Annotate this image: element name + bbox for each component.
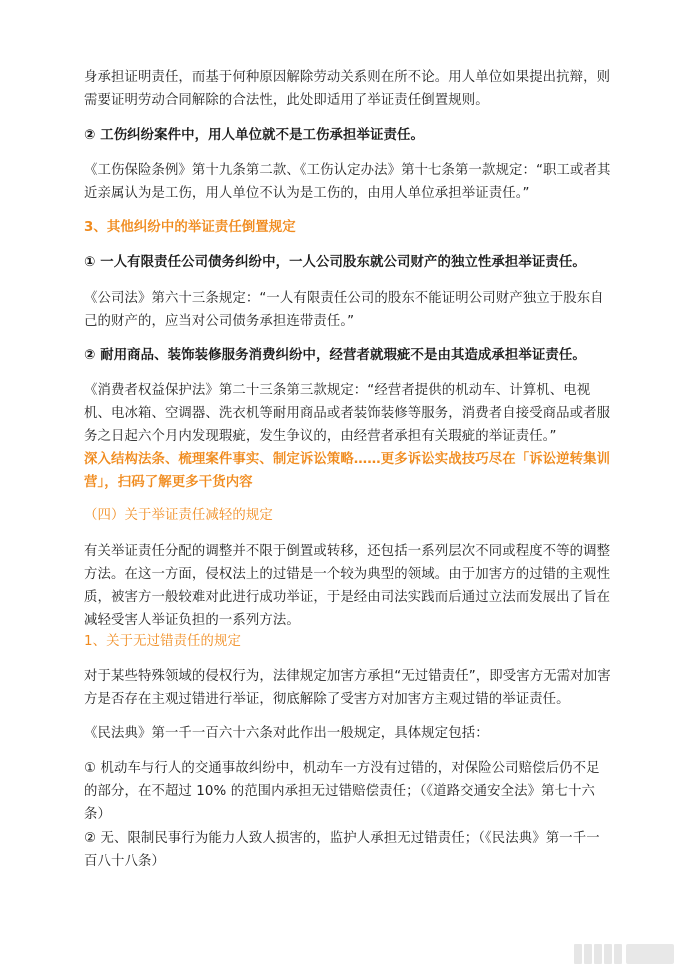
paragraph-labor-burden: 身承担证明责任，而基于何种原因解除劳动关系则在所不论。用人单位如果提出抗辩，则需要证明劳动合同解除的合法性，此处即适用了举证责任倒置规则。	[84, 70, 611, 108]
paragraph-civil-code-general: 《民法典》第一千一百六十六条对此作出一般规定，具体规定包括：	[84, 726, 489, 741]
paragraph-no-fault-liability: 对于某些特殊领域的侵权行为，法律规定加害方承担“无过错责任”，即受害方无需对加害方是否存在主观过错进行举证，彻底解除了受害方对加害方主观过错的举证责任。	[84, 669, 611, 707]
watermark	[572, 944, 674, 964]
section-heading-no-fault: 1、关于无过错责任的规定	[84, 634, 242, 649]
watermark-bar	[584, 944, 592, 964]
watermark-bar	[614, 944, 622, 964]
paragraph-work-injury-law: 《工伤保险条例》第十九条第二款、《工伤认定办法》第十七条第一款规定：“职工或者其近亲属认为是工伤，用人单位不认为是工伤的，由用人单位承担举证责任。”	[84, 163, 611, 201]
item-motor-vehicle-accident: ① 机动车与行人的交通事故纠纷中，机动车一方没有过错的，对保险公司赔偿后仍不足的部分，在不超过 10% 的范围内承担无过错赔偿责任；（《道路交通安全法》第七十六条）	[84, 761, 600, 822]
item-one-person-company-heading: ① 一人有限责任公司债务纠纷中，一人公司股东就公司财产的独立性承担举证责任。	[84, 255, 586, 270]
promo-training-camp-text: 深入结构法条、梳理案件事实、制定诉讼策略……更多诉讼实战技巧尽在「诉讼逆转集训营」，扫码了解更多干货内容	[84, 452, 611, 490]
watermark-bar	[574, 944, 582, 964]
paragraph-consumer-law: 《消费者权益保护法》第二十三条第三款规定：“经营者提供的机动车、计算机、电视机、电冰箱、空调器、洗衣机等耐用商品或者装饰装修等服务，消费者自接受商品或者服务之日起六个月内发现瑕疵，发生争议的，由经营者承担有关瑕疵的举证责任。”	[84, 383, 611, 444]
paragraph-burden-adjustment: 有关举证责任分配的调整并不限于倒置或转移，还包括一系列层次不同或程度不等的调整方法。在这一方面，侵权法上的过错是一个较为典型的领域。由于加害方的过错的主观性质，被害方一般较难对此进行成功举证，于是经由司法实践而后通过立法而发展出了旨在减轻受害人举证负担的一系列方法。	[84, 544, 611, 628]
watermark-mask	[626, 944, 674, 964]
section-heading-burden-reduction: （四）关于举证责任减轻的规定	[84, 508, 273, 523]
watermark-bar	[604, 944, 612, 964]
item-durable-goods-heading: ② 耐用商品、装饰装修服务消费纠纷中，经营者就瑕疵不是由其造成承担举证责任。	[84, 348, 586, 363]
item-work-injury-heading: ② 工伤纠纷案件中，用人单位就不是工伤承担举证责任。	[84, 128, 424, 143]
paragraph-company-law: 《公司法》第六十三条规定：“一人有限责任公司的股东不能证明公司财产独立于股东自己的财产的，应当对公司债务承担连带责任。”	[84, 291, 604, 329]
section-heading-other-disputes: 3、其他纠纷中的举证责任倒置规定	[84, 220, 296, 235]
watermark-bar	[594, 944, 602, 964]
item-guardian-liability: ② 无、限制民事行为能力人致人损害的，监护人承担无过错责任；（《民法典》第一千一百八十八条）	[84, 831, 600, 869]
